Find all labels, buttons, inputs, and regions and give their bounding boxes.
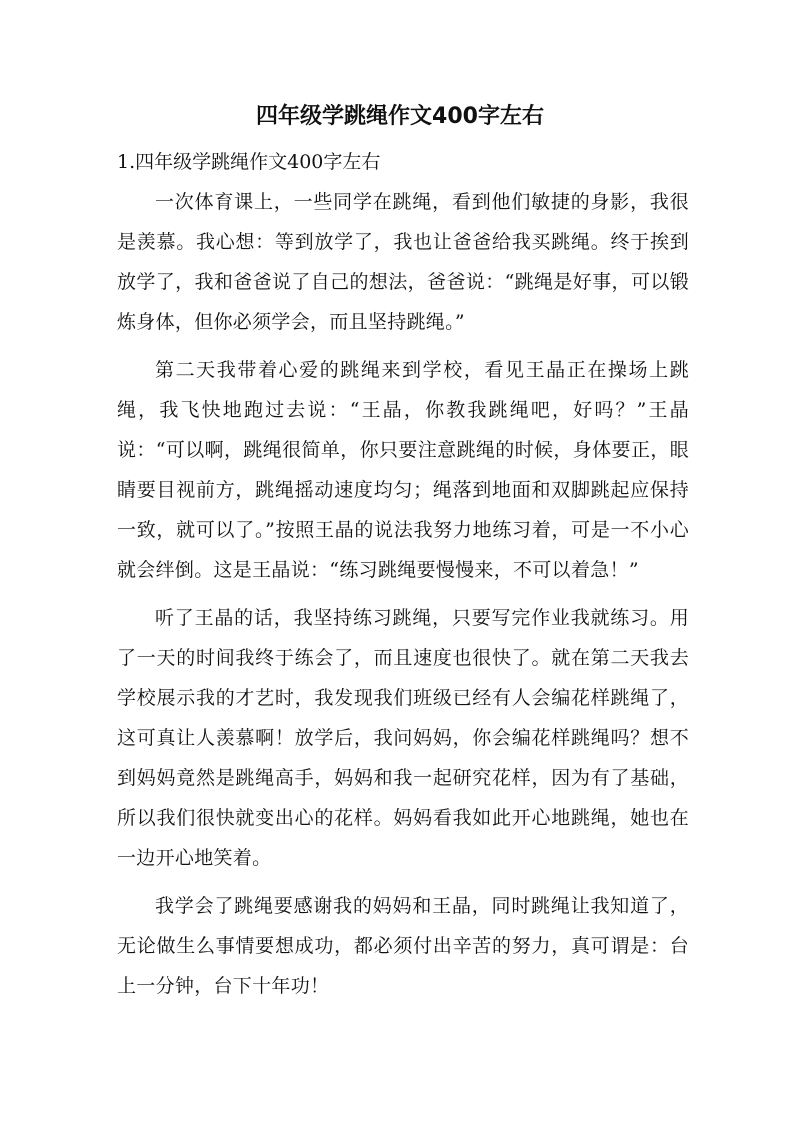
paragraph-1: 一次体育课上，一些同学在跳绳，看到他们敏捷的身影，我很是羡慕。我心想：等到放学了，我也让爸爸给我买跳绳。终于挨到放学了，我和爸爸说了自己的想法，爸爸说：“跳绳是好事，可以锻炼身体，但你必须学会，而且坚持跳绳。” xyxy=(117,191,689,333)
document-title: 四年级学跳绳作文400字左右 xyxy=(256,104,544,129)
paragraph-3: 听了王晶的话，我坚持练习跳绳，只要写完作业我就练习。用了一天的时间我终于练会了，而且速度也很快了。就在第二天我去学校展示我的才艺时，我发现我们班级已经有人会编花样跳绳了，这可真让人羡慕啊！放学后，我问妈妈，你会编花样跳绳吗？想不到妈妈竟然是跳绳高手，妈妈和我一起研究花样，因为有了基础，所以我们很快就变出心的花样。妈妈看我如此开心地跳绳，她也在一边开心地笑着。 xyxy=(117,607,689,869)
section-heading: 1.四年级学跳绳作文400字左右 xyxy=(117,151,381,173)
essay-body xyxy=(117,182,689,1014)
paragraph-4: 我学会了跳绳要感谢我的妈妈和王晶，同时跳绳让我知道了，无论做生么事情要想成功，都必须付出辛苦的努力，真可谓是：台上一分钟，台下十年功！ xyxy=(117,895,689,997)
paragraph-2: 第二天我带着心爱的跳绳来到学校，看见王晶正在操场上跳绳，我飞快地跑过去说：“王晶，你教我跳绳吧，好吗？”王晶说：“可以啊，跳绳很简单，你只要注意跳绳的时候，身体要正，眼睛要目视前方，跳绳摇动速度均匀；绳落到地面和双脚跳起应保持一致，就可以了。”按照王晶的说法我努力地练习着，可是一不小心就会绊倒。这是王晶说：“练习跳绳要慢慢来，不可以着急！” xyxy=(117,359,689,581)
